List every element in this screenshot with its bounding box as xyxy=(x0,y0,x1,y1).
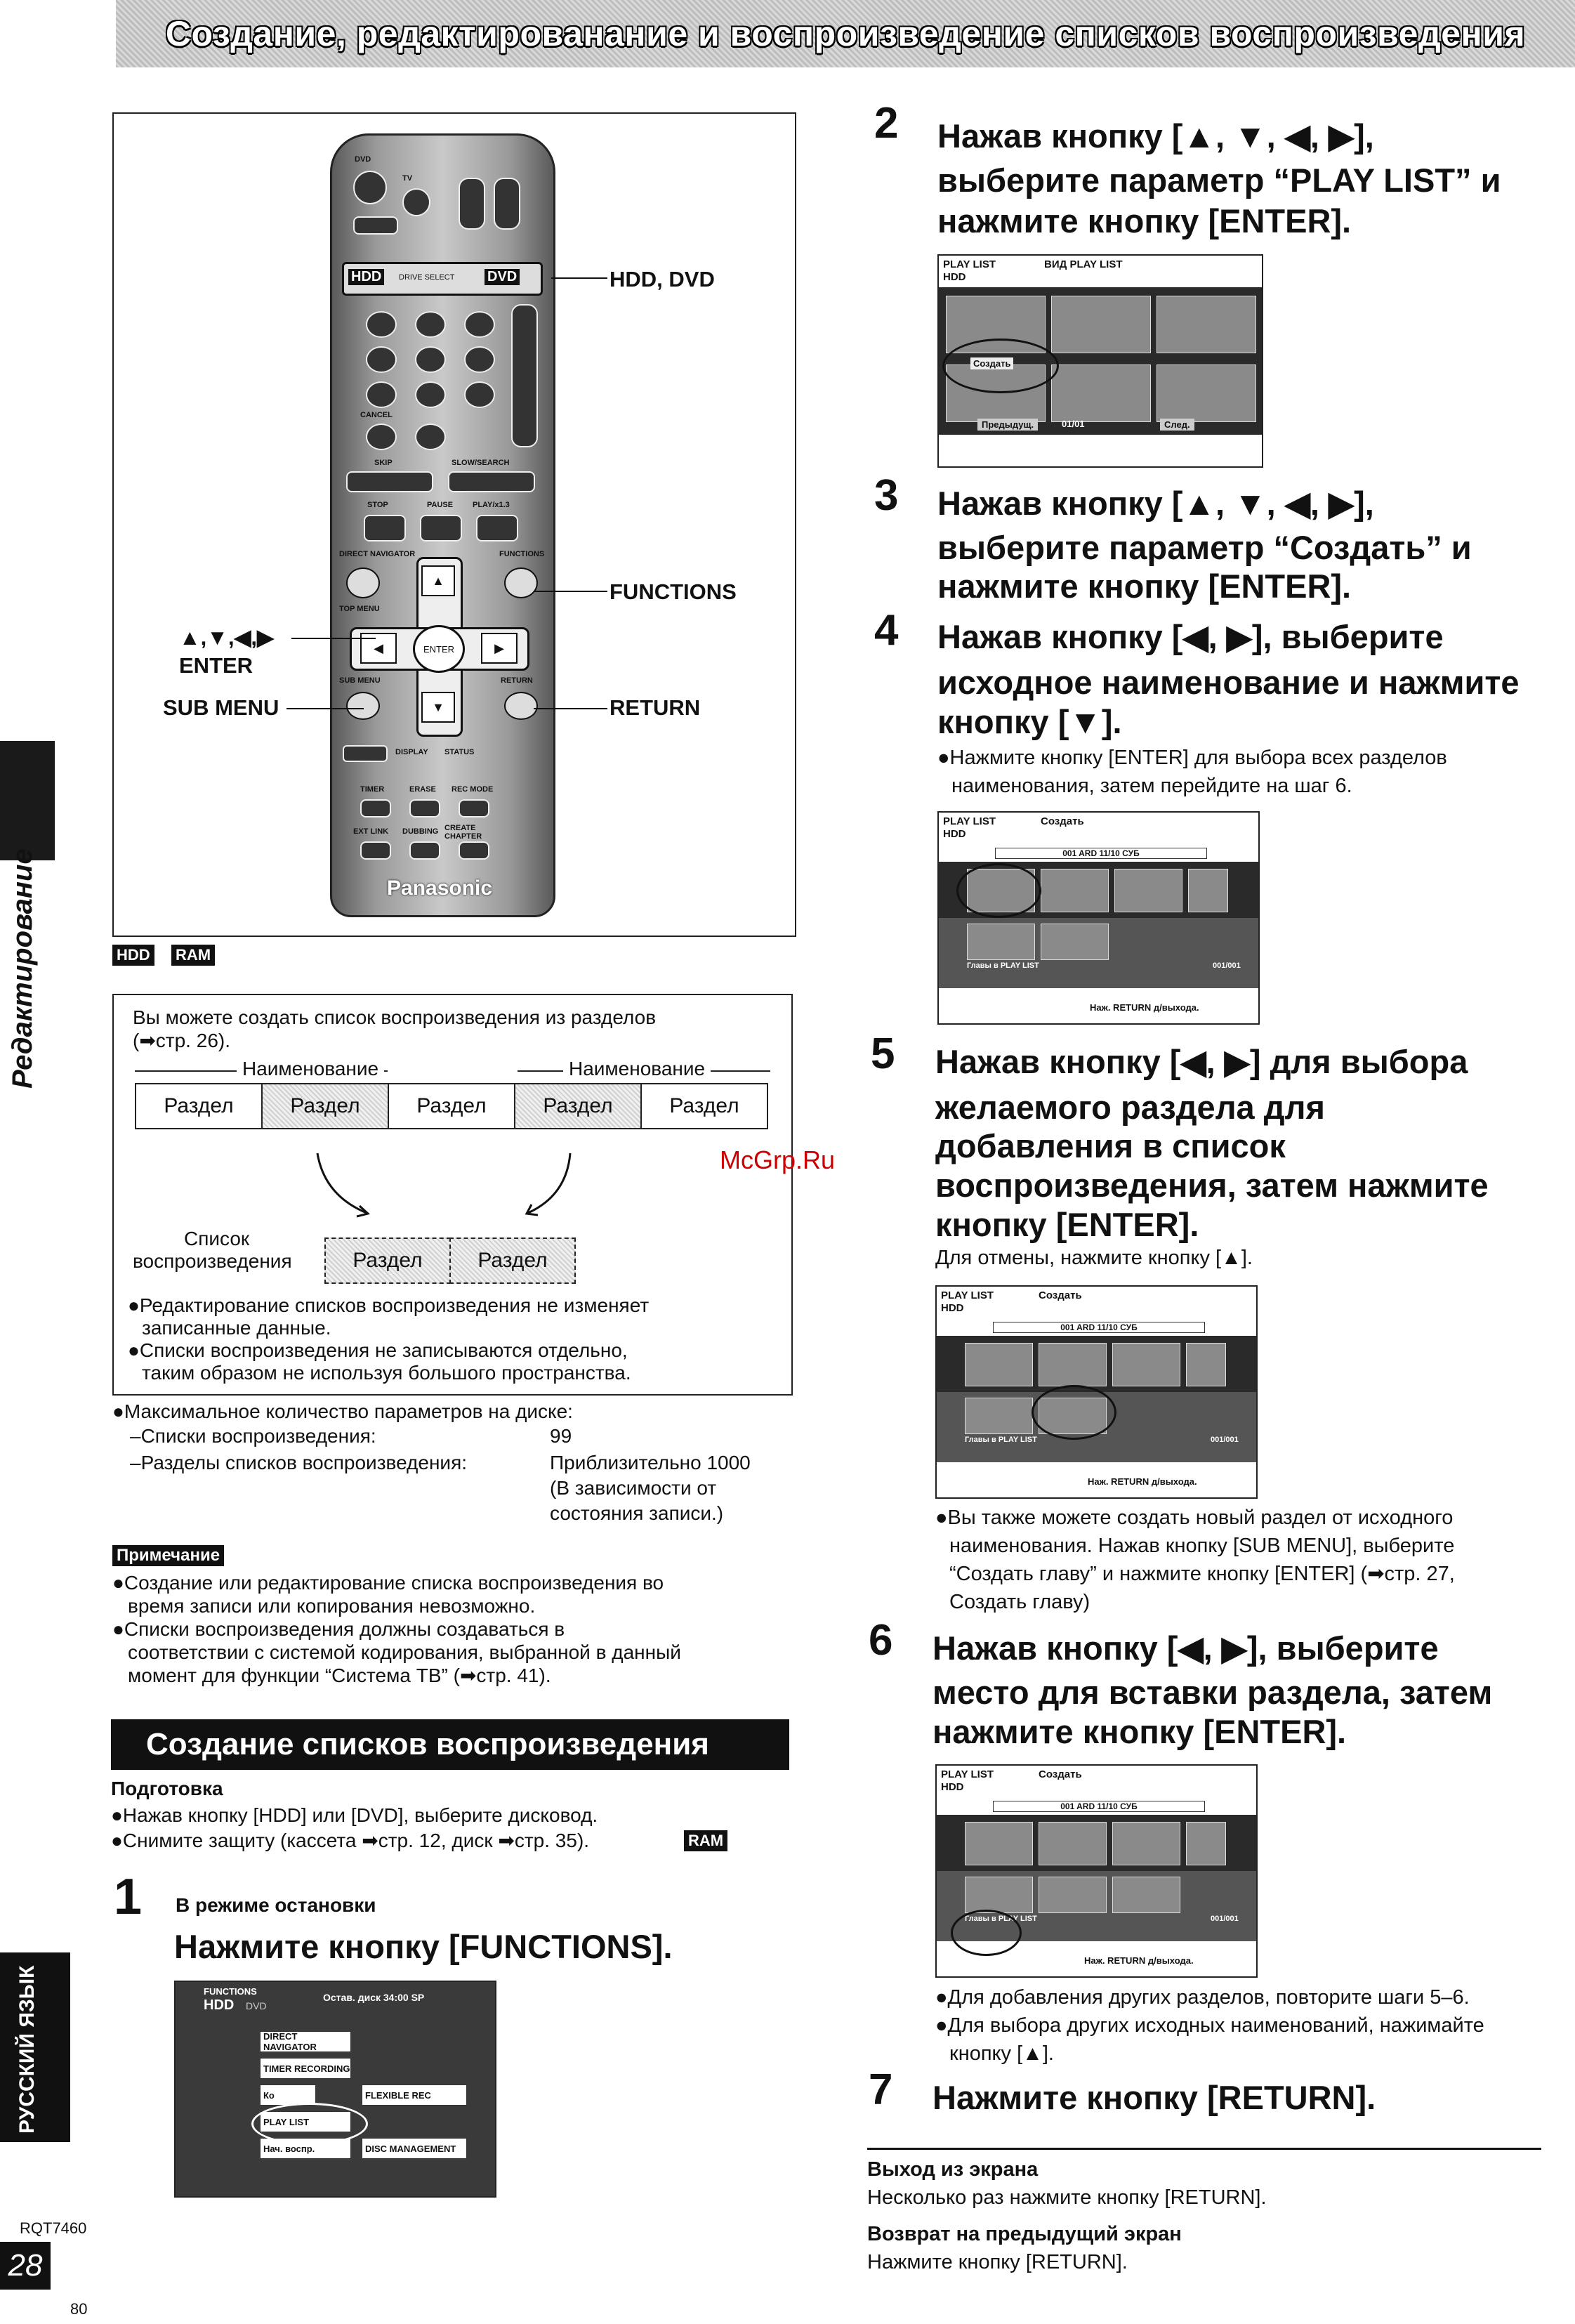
step-4-line-2: исходное наименование и нажмите xyxy=(937,664,1520,701)
step-3-line-1: Нажав кнопку [▲, ▼, ◀, ▶], xyxy=(937,485,1374,522)
functions-screen-drive2: DVD xyxy=(246,2000,267,2011)
display-label: DISPLAY xyxy=(395,748,428,756)
callout-line-functions xyxy=(534,591,607,592)
chapter-thumb[interactable] xyxy=(1039,1822,1107,1865)
step-4-number: 4 xyxy=(874,606,899,655)
return-hint: Наж. RETURN д/выхода. xyxy=(1090,1002,1199,1013)
step-4-bullet-2: наименования, затем перейдите на шаг 6. xyxy=(951,775,1352,797)
step-4-line-3: кнопку [▼]. xyxy=(937,703,1122,740)
step-1-heading: Нажмите кнопку [FUNCTIONS]. xyxy=(174,1928,673,1965)
callout-line-arrows xyxy=(291,638,376,639)
callout-return: RETURN xyxy=(609,695,701,720)
callout-line-hdd xyxy=(551,277,607,279)
down-arrow-button[interactable]: ▼ xyxy=(421,692,455,723)
step-5-line-2: желаемого раздела для xyxy=(935,1089,1325,1126)
callout-functions: FUNCTIONS xyxy=(609,579,737,604)
playlist-cell: Раздел xyxy=(449,1238,576,1284)
watermark-text: McGrp.Ru xyxy=(720,1145,836,1174)
chapter-cell-selected: Раздел xyxy=(261,1083,389,1129)
step-6-line-1: Нажав кнопку [◀, ▶], выберите xyxy=(933,1629,1439,1667)
digit-9-button[interactable] xyxy=(464,381,495,408)
direct-navigator-button[interactable] xyxy=(346,567,380,598)
create-mode: Создать xyxy=(1039,1768,1082,1780)
digit-6-button[interactable] xyxy=(464,346,495,373)
chapter-thumb[interactable] xyxy=(1112,1343,1180,1386)
chapters-counter: 001/001 xyxy=(1211,1915,1239,1923)
create-source: 001 ARD 11/10 СУБ xyxy=(993,1801,1205,1812)
playlist-chapter-thumb[interactable] xyxy=(965,1877,1033,1913)
step-4-bullet-1: ●Нажмите кнопку [ENTER] для выбора всех разделов xyxy=(937,747,1447,769)
chapters-label: Главы в PLAY LIST xyxy=(965,1436,1037,1444)
note-line-4: соответствии с системой кодирования, выбранной в данный xyxy=(128,1641,681,1663)
step-3-line-3: нажмите кнопку [ENTER]. xyxy=(937,567,1352,605)
source-strip xyxy=(937,1815,1256,1871)
skip-buttons[interactable] xyxy=(346,471,433,492)
stop-label: STOP xyxy=(367,501,388,509)
highlight-ellipse xyxy=(951,1910,1022,1956)
chapter-thumb[interactable] xyxy=(1186,1343,1226,1386)
next-page-button[interactable]: След. xyxy=(1160,419,1194,431)
pause-label: PAUSE xyxy=(427,501,454,509)
digit-1-button[interactable] xyxy=(366,311,397,338)
return-small-label: RETURN xyxy=(501,676,533,685)
step-1-sub: В режиме остановки xyxy=(176,1894,376,1916)
sidebar-tab-marker xyxy=(0,741,55,860)
menu-direct-navigator[interactable]: DIRECT NAVIGATOR xyxy=(260,2031,351,2052)
cancel-label: CANCEL xyxy=(360,411,393,419)
step-4-line-1: Нажав кнопку [◀, ▶], выберите xyxy=(937,618,1444,655)
prep-ram-tag: RAM xyxy=(684,1830,727,1851)
callout-line-submenu xyxy=(286,708,364,709)
create-title: PLAY LIST xyxy=(941,1768,994,1780)
playlist-slot[interactable] xyxy=(1156,365,1256,422)
slow-search-label: SLOW/SEARCH xyxy=(452,459,510,467)
step-2-line-2: выберите параметр “PLAY LIST” и xyxy=(937,162,1501,199)
step-6-bullet-1: ●Для добавления других разделов, повторите шаги 5–6. xyxy=(935,1986,1470,2009)
step-5-line-5: кнопку [ENTER]. xyxy=(935,1206,1199,1243)
chapter-cell: Раздел xyxy=(135,1083,263,1129)
power-button[interactable] xyxy=(353,171,387,204)
create-source: 001 ARD 11/10 СУБ xyxy=(995,848,1207,859)
menu-play-list[interactable]: PLAY LIST xyxy=(260,2111,351,2132)
step-2-line-1: Нажав кнопку [▲, ▼, ◀, ▶], xyxy=(937,117,1374,155)
functions-screen-title: FUNCTIONS xyxy=(204,1986,257,1997)
max-info-row2-value-2: (В зависимости от xyxy=(550,1477,717,1499)
timer-button[interactable] xyxy=(360,799,391,818)
menu-flexible-rec[interactable]: FLEXIBLE REC xyxy=(362,2085,467,2106)
step-6-bullet-3: кнопку [▲]. xyxy=(949,2042,1054,2065)
source-strip xyxy=(937,1336,1256,1392)
flow-arrows xyxy=(303,1146,598,1223)
remote-label-dvd: DVD xyxy=(355,155,371,164)
channel-rocker[interactable] xyxy=(459,178,485,230)
max-info-row1-value: 99 xyxy=(550,1425,572,1447)
remote-control xyxy=(330,133,555,917)
step-5-bullet-1: ●Вы также можете создать новый раздел от исходного xyxy=(935,1506,1454,1529)
pause-button[interactable] xyxy=(420,515,462,541)
functions-small-label: FUNCTIONS xyxy=(499,550,545,558)
menu-truncated-item[interactable]: Ко xyxy=(260,2085,316,2106)
highlight-ellipse xyxy=(1032,1385,1116,1440)
highlight-ellipse xyxy=(956,863,1041,918)
left-arrow-button[interactable]: ◀ xyxy=(360,633,397,664)
create-source: 001 ARD 11/10 СУБ xyxy=(993,1322,1205,1333)
digit-5-button[interactable] xyxy=(415,346,446,373)
cancel-button[interactable] xyxy=(366,424,397,450)
status-label: STATUS xyxy=(444,748,475,756)
playlist-chapter-thumb[interactable] xyxy=(967,924,1035,960)
step-5-bullet-2: наименования. Нажав кнопку [SUB MENU], выберите xyxy=(949,1535,1455,1557)
page-header xyxy=(116,0,1575,67)
menu-timer-recording[interactable]: TIMER RECORDING xyxy=(260,2058,351,2079)
return-hint: Наж. RETURN д/выхода. xyxy=(1088,1476,1197,1487)
step-5-bullet-4: Создать главу) xyxy=(949,1591,1090,1613)
chapters-label: Главы в PLAY LIST xyxy=(965,1915,1037,1923)
step-3-number: 3 xyxy=(874,471,899,520)
functions-screen xyxy=(174,1981,496,2198)
chapter-cell-selected: Раздел xyxy=(514,1083,642,1129)
playlist-cell: Раздел xyxy=(324,1238,451,1284)
prep-line-2: ●Снимите защиту (кассета ➡стр. 12, диск ➡стр. 35). xyxy=(111,1830,590,1851)
create-drive: HDD xyxy=(941,1302,964,1314)
create-item[interactable]: Создать xyxy=(970,357,1013,369)
slow-search-buttons[interactable] xyxy=(448,471,535,492)
prep-line-1: ●Нажав кнопку [HDD] или [DVD], выберите дисковод. xyxy=(111,1804,598,1826)
chapter-thumb[interactable] xyxy=(965,1343,1033,1386)
extlink-button[interactable] xyxy=(360,841,391,860)
highlight-ellipse xyxy=(942,339,1059,393)
callout-sub-menu: SUB MENU xyxy=(163,695,279,720)
create-screen-step4 xyxy=(937,811,1260,1025)
direct-tv-rec-button[interactable] xyxy=(353,216,398,235)
menu-start-playback[interactable]: Нач. воспр. xyxy=(260,2138,351,2159)
digit-4-button[interactable] xyxy=(366,346,397,373)
chapter-thumb[interactable] xyxy=(1114,869,1182,912)
diagram-intro-ref: (➡стр. 26). xyxy=(133,1030,230,1051)
digit-7-button[interactable] xyxy=(366,381,397,408)
chapter-thumb[interactable] xyxy=(1188,869,1228,912)
diagram-intro: Вы можете создать список воспроизведения из разделов xyxy=(133,1006,657,1028)
chapter-thumb[interactable] xyxy=(1186,1822,1226,1865)
diagram-note-2b: таким образом не используя большого пространства. xyxy=(142,1362,631,1384)
playlist-diagram xyxy=(112,994,793,1396)
chapter-thumb[interactable] xyxy=(1041,869,1109,912)
max-info-row2-value-3: состояния записи.) xyxy=(550,1502,724,1524)
callout-enter: ENTER xyxy=(179,653,253,678)
create-screen-step5 xyxy=(935,1285,1258,1499)
direct-navigator-label: DIRECT NAVIGATOR xyxy=(339,550,416,558)
chapters-label: Главы в PLAY LIST xyxy=(967,961,1039,970)
max-info-row2-value-1: Приблизительно 1000 xyxy=(550,1452,751,1473)
chapter-cell: Раздел xyxy=(640,1083,768,1129)
enter-button[interactable]: ENTER xyxy=(413,625,465,673)
playlist-slot[interactable] xyxy=(1051,365,1151,422)
sidebar-section-label: Редактирование xyxy=(7,848,38,1089)
skip-label: SKIP xyxy=(374,459,393,467)
create-title: PLAY LIST xyxy=(943,815,996,827)
playlist-label-2: воспроизведения xyxy=(133,1250,292,1272)
playlist-view-drive: HDD xyxy=(943,271,966,283)
create-chapter-button[interactable] xyxy=(459,841,489,860)
dubbing-button[interactable] xyxy=(409,841,440,860)
digit-8-button[interactable] xyxy=(415,381,446,408)
step-2-number: 2 xyxy=(874,99,899,147)
step-6-bullet-2: ●Для выбора других исходных наименований, нажимайте xyxy=(935,2014,1484,2037)
remote-label-tv: TV xyxy=(402,174,413,183)
chapter-thumb[interactable] xyxy=(1112,1822,1180,1865)
hdd-drive-button[interactable]: HDD xyxy=(348,269,384,285)
right-arrow-button[interactable]: ▶ xyxy=(481,633,518,664)
volume-rocker[interactable] xyxy=(494,178,520,230)
chapters-counter: 001/001 xyxy=(1211,1436,1239,1444)
step-7-number: 7 xyxy=(869,2066,893,2114)
prep-title: Подготовка xyxy=(111,1778,223,1799)
page-sub-number: 80 xyxy=(70,2300,88,2318)
playlist-view-title: PLAY LIST xyxy=(943,258,996,270)
callout-hdd-dvd: HDD, DVD xyxy=(609,267,715,291)
step-1-number: 1 xyxy=(114,1869,143,1925)
playlist-chapter-thumb[interactable] xyxy=(1039,1877,1107,1913)
menu-disc-management[interactable]: DISC MANAGEMENT xyxy=(362,2138,467,2159)
digit-2-button[interactable] xyxy=(415,311,446,338)
sub-menu-button[interactable] xyxy=(346,692,380,720)
exit-title-1: Выход из экрана xyxy=(867,2158,1039,2181)
drive-select-panel xyxy=(342,262,543,296)
create-drive: HDD xyxy=(943,828,966,840)
playlist-label-1: Список xyxy=(184,1228,250,1249)
extlink-label: EXT LINK xyxy=(353,827,389,836)
step-3-line-2: выберите параметр “Создать” и xyxy=(937,529,1472,566)
ch-rocker[interactable] xyxy=(511,304,538,447)
exit-text-1: Несколько раз нажмите кнопку [RETURN]. xyxy=(867,2186,1267,2209)
stop-button[interactable] xyxy=(364,515,406,541)
create-mode: Создать xyxy=(1039,1289,1082,1301)
digit-3-button[interactable] xyxy=(464,311,495,338)
note-tag: Примечание xyxy=(112,1545,224,1566)
playlist-view-mode: ВИД PLAY LIST xyxy=(1044,258,1123,270)
create-drive: HDD xyxy=(941,1781,964,1793)
up-arrow-button[interactable]: ▲ xyxy=(421,565,455,596)
step-5-bullet-3: “Создать главу” и нажмите кнопку [ENTER] (➡стр. 27, xyxy=(949,1563,1455,1585)
rec-mode-button[interactable] xyxy=(459,799,489,818)
page-title: Создание, редактированание и воспроизведение списков воспроизведения xyxy=(165,14,1526,53)
title-label-2: Наименование xyxy=(563,1057,711,1081)
tv-power-button[interactable] xyxy=(402,188,430,216)
note-line-5: момент для функции “Система ТВ” (➡стр. 41). xyxy=(128,1665,551,1686)
sidebar-language-label: РУССКИЙ ЯЗЫК xyxy=(15,1965,39,2134)
create-title: PLAY LIST xyxy=(941,1289,994,1301)
document-code: RQT7460 xyxy=(20,2219,87,2237)
return-button[interactable] xyxy=(504,692,538,720)
exit-title-2: Возврат на предыдущий экран xyxy=(867,2223,1182,2245)
step-6-line-2: место для вставки раздела, затем xyxy=(933,1674,1493,1711)
callout-arrows: ▲,▼,◀,▶ xyxy=(179,625,274,650)
brand-logo: Panasonic xyxy=(387,877,493,900)
step-2-line-3: нажмите кнопку [ENTER]. xyxy=(937,202,1352,239)
note-line-3: ●Списки воспроизведения должны создаваться в xyxy=(112,1618,565,1640)
section-title-bar: Создание списков воспроизведения xyxy=(111,1719,789,1770)
create-mode: Создать xyxy=(1041,815,1084,827)
playlist-chapter-thumb[interactable] xyxy=(1112,1877,1180,1913)
note-line-2: время записи или копирования невозможно. xyxy=(128,1595,536,1617)
max-info-row1-label: –Списки воспроизведения: xyxy=(130,1425,376,1447)
step-6-number: 6 xyxy=(869,1616,893,1665)
media-tag-ram: RAM xyxy=(171,945,215,966)
chapter-thumb[interactable] xyxy=(1039,1343,1107,1386)
diagram-note-2a: ●Списки воспроизведения не записываются отдельно, xyxy=(128,1339,628,1361)
diagram-note-1a: ●Редактирование списков воспроизведения не изменяет xyxy=(128,1294,650,1316)
diagram-note-1b: записанные данные. xyxy=(142,1317,331,1339)
playlist-slot[interactable] xyxy=(1156,296,1256,353)
highlight-ellipse xyxy=(251,2103,368,2145)
top-menu-label: TOP MENU xyxy=(339,605,380,613)
step-7-heading: Нажмите кнопку [RETURN]. xyxy=(933,2079,1376,2116)
play-button[interactable] xyxy=(476,515,518,541)
create-chapter-label: CREATE CHAPTER xyxy=(444,824,482,841)
playlist-chapter-thumb[interactable] xyxy=(965,1398,1033,1434)
play-label: PLAY/x1.3 xyxy=(473,501,510,509)
dvd-drive-button[interactable]: DVD xyxy=(485,269,520,285)
chapters-counter: 001/001 xyxy=(1213,961,1241,970)
return-hint: Наж. RETURN д/выхода. xyxy=(1084,1955,1194,1966)
erase-label: ERASE xyxy=(409,785,436,794)
step-5-line-4: воспроизведения, затем нажмите xyxy=(935,1167,1489,1204)
functions-button[interactable] xyxy=(504,567,538,598)
step-6-line-3: нажмите кнопку [ENTER]. xyxy=(933,1713,1347,1750)
chapter-thumb[interactable] xyxy=(965,1822,1033,1865)
title-label-1: Наименование xyxy=(237,1057,384,1081)
max-info-title: ●Максимальное количество параметров на диске: xyxy=(112,1400,573,1422)
media-tag-hdd: HDD xyxy=(112,945,154,966)
prev-page-button[interactable]: Предыдущ. xyxy=(977,419,1038,431)
exit-separator xyxy=(867,2148,1541,2150)
functions-screen-drive: HDD xyxy=(204,1997,235,2013)
dubbing-label: DUBBING xyxy=(402,827,439,836)
callout-line-return xyxy=(534,708,607,709)
step-5-number: 5 xyxy=(871,1030,895,1078)
prog-check-button[interactable] xyxy=(343,745,388,762)
max-info-row2-label: –Разделы списков воспроизведения: xyxy=(130,1452,468,1473)
step-5-line-1: Нажав кнопку [◀, ▶] для выбора xyxy=(935,1043,1468,1080)
chapters-strip xyxy=(939,918,1258,988)
drive-select-label: DRIVE SELECT xyxy=(399,273,455,282)
chapter-cell: Раздел xyxy=(388,1083,515,1129)
exit-text-2: Нажмите кнопку [RETURN]. xyxy=(867,2251,1128,2273)
functions-screen-remain: Остав. диск 34:00 SP xyxy=(323,1992,425,2003)
step-5-cancel: Для отмены, нажмите кнопку [▲]. xyxy=(935,1247,1253,1269)
page-indicator: 01/01 xyxy=(1062,419,1085,429)
playlist-view-screen xyxy=(937,254,1263,468)
page-number: 28 xyxy=(0,2242,51,2290)
playlist-chapter-thumb[interactable] xyxy=(1041,924,1109,960)
create-screen-step6 xyxy=(935,1764,1258,1978)
note-line-1: ●Создание или редактирование списка воспроизведения во xyxy=(112,1572,664,1594)
timer-label: TIMER xyxy=(360,785,385,794)
digit-0-button[interactable] xyxy=(415,424,446,450)
sub-menu-small-label: SUB MENU xyxy=(339,676,381,685)
step-5-line-3: добавления в список xyxy=(935,1127,1286,1164)
rec-mode-label: REC MODE xyxy=(452,785,494,794)
erase-button[interactable] xyxy=(409,799,440,818)
playlist-slot[interactable] xyxy=(1051,296,1151,353)
